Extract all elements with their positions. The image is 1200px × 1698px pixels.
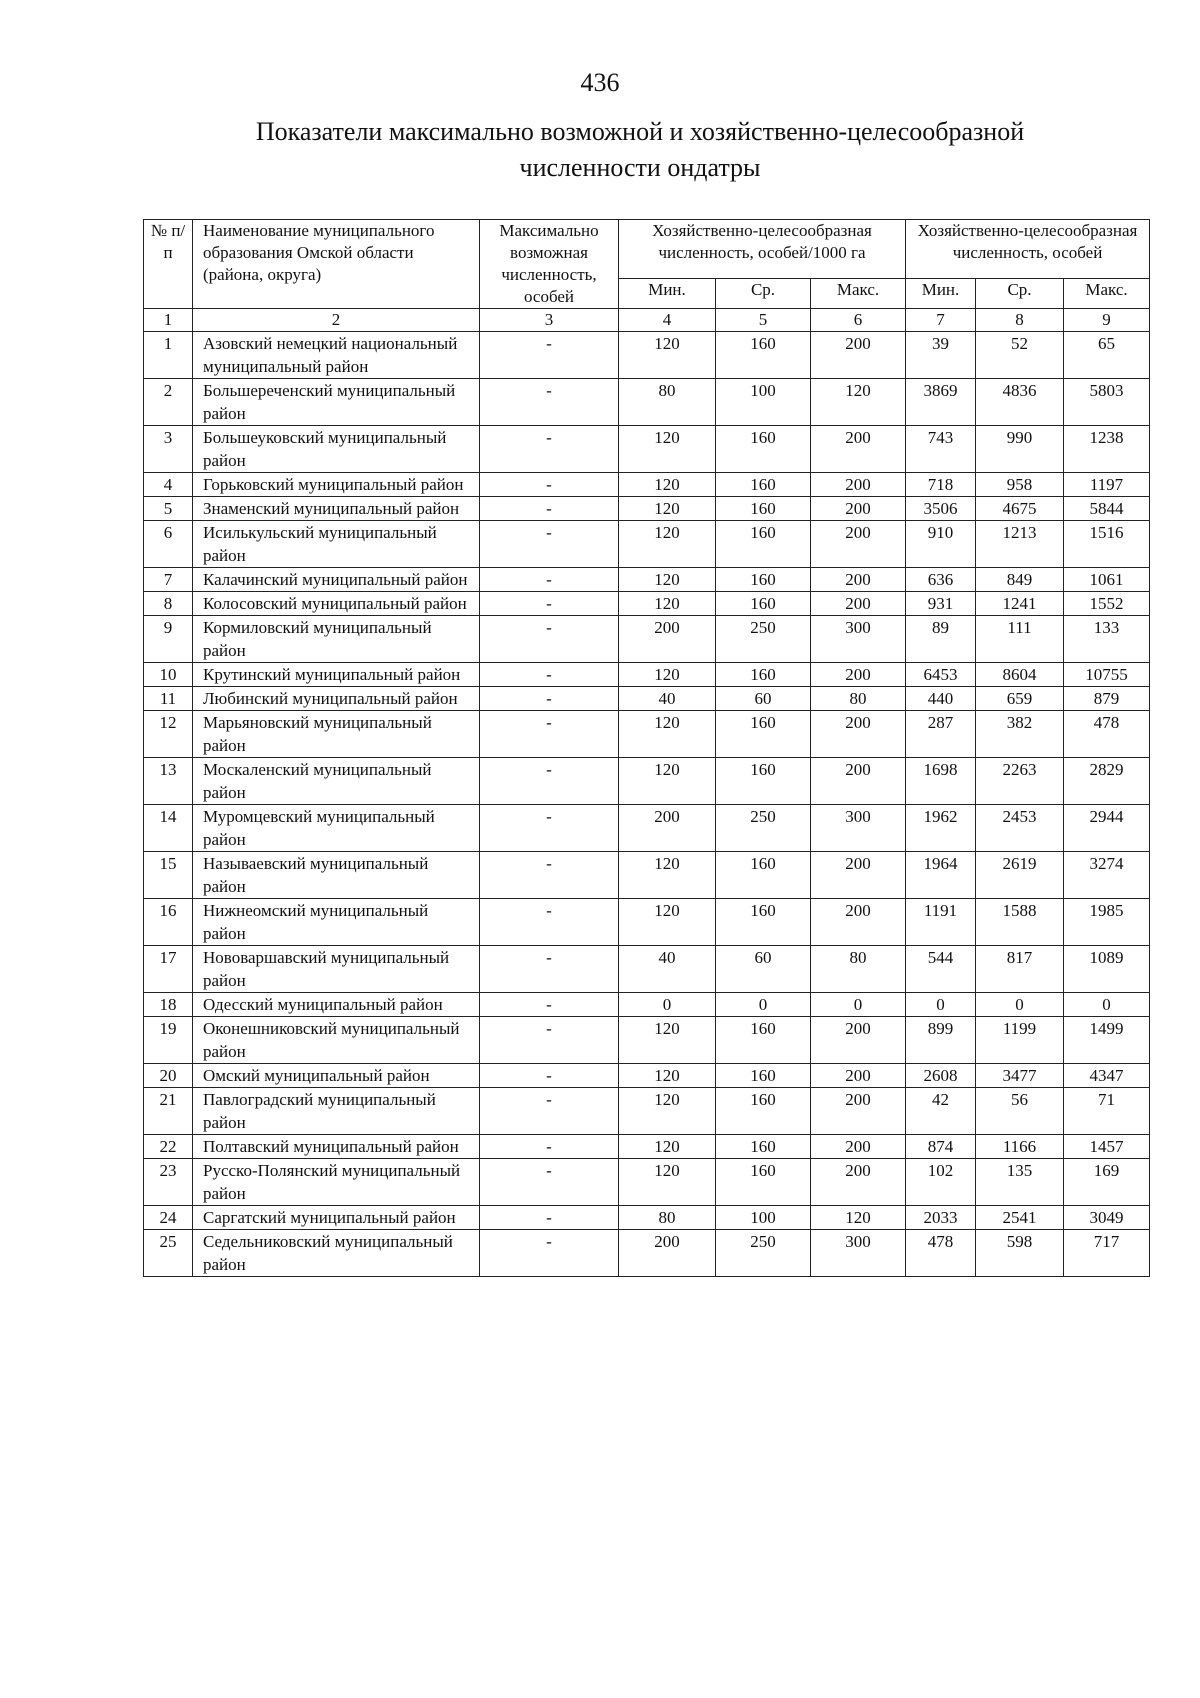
count-min-cell: 2608 — [906, 1064, 976, 1088]
district-name: Павлоградский муниципальный район — [193, 1088, 480, 1135]
table-row — [144, 1230, 1150, 1277]
count-max-cell: 1985 — [1064, 899, 1150, 946]
count-min-cell: 1964 — [906, 852, 976, 899]
column-number: 3 — [480, 309, 619, 332]
table-row — [144, 663, 1150, 687]
column-number: 7 — [906, 309, 976, 332]
count-max-cell: 133 — [1064, 616, 1150, 663]
row-number: 4 — [144, 473, 193, 497]
max-possible-cell: - — [480, 379, 619, 426]
density-max-cell: 200 — [811, 592, 906, 616]
district-name: Большереченский муниципальный район — [193, 379, 480, 426]
max-possible-cell: - — [480, 711, 619, 758]
density-avg-cell: 160 — [716, 592, 811, 616]
muskrat-population-table — [143, 219, 1150, 1277]
header-count-avg: Ср. — [976, 278, 1064, 308]
row-number: 21 — [144, 1088, 193, 1135]
count-avg-cell: 1588 — [976, 899, 1064, 946]
count-avg-cell: 1199 — [976, 1017, 1064, 1064]
table-row — [144, 1088, 1150, 1135]
district-name: Омский муниципальный район — [193, 1064, 480, 1088]
max-possible-cell: - — [480, 663, 619, 687]
count-avg-cell: 0 — [976, 993, 1064, 1017]
count-min-cell: 1191 — [906, 899, 976, 946]
row-number: 25 — [144, 1230, 193, 1277]
count-avg-cell: 135 — [976, 1159, 1064, 1206]
count-avg-cell: 990 — [976, 426, 1064, 473]
table-row — [144, 711, 1150, 758]
header-density-min: Мин. — [619, 278, 716, 308]
density-min-cell: 120 — [619, 663, 716, 687]
density-avg-cell: 100 — [716, 1206, 811, 1230]
density-max-cell: 300 — [811, 1230, 906, 1277]
density-min-cell: 120 — [619, 1064, 716, 1088]
count-min-cell: 102 — [906, 1159, 976, 1206]
district-name: Саргатский муниципальный район — [193, 1206, 480, 1230]
district-name: Кормиловский муниципальный район — [193, 616, 480, 663]
row-number: 16 — [144, 899, 193, 946]
count-max-cell: 169 — [1064, 1159, 1150, 1206]
count-min-cell: 287 — [906, 711, 976, 758]
count-min-cell: 42 — [906, 1088, 976, 1135]
district-name: Москаленский муниципальный район — [193, 758, 480, 805]
count-min-cell: 1962 — [906, 805, 976, 852]
table-row — [144, 568, 1150, 592]
density-max-cell: 200 — [811, 497, 906, 521]
density-min-cell: 120 — [619, 711, 716, 758]
table-row — [144, 1064, 1150, 1088]
count-avg-cell: 2541 — [976, 1206, 1064, 1230]
district-name: Большеуковский муниципальный район — [193, 426, 480, 473]
column-number: 9 — [1064, 309, 1150, 332]
table-row — [144, 521, 1150, 568]
density-min-cell: 40 — [619, 687, 716, 711]
max-possible-cell: - — [480, 568, 619, 592]
district-name: Марьяновский муниципальный район — [193, 711, 480, 758]
table-row — [144, 687, 1150, 711]
density-min-cell: 120 — [619, 473, 716, 497]
table-row — [144, 899, 1150, 946]
district-name: Исилькульский муниципальный район — [193, 521, 480, 568]
count-min-cell: 89 — [906, 616, 976, 663]
density-min-cell: 120 — [619, 1159, 716, 1206]
district-name: Русско-Полянский муниципальный район — [193, 1159, 480, 1206]
table-row — [144, 1135, 1150, 1159]
density-avg-cell: 250 — [716, 805, 811, 852]
density-avg-cell: 250 — [716, 1230, 811, 1277]
count-avg-cell: 1213 — [976, 521, 1064, 568]
table-row — [144, 1206, 1150, 1230]
max-possible-cell: - — [480, 1135, 619, 1159]
count-max-cell: 10755 — [1064, 663, 1150, 687]
max-possible-cell: - — [480, 497, 619, 521]
row-number: 1 — [144, 332, 193, 379]
count-avg-cell: 3477 — [976, 1064, 1064, 1088]
count-max-cell: 3049 — [1064, 1206, 1150, 1230]
title-line-1: Показатели максимально возможной и хозяйственно-целесообразной — [255, 117, 1025, 146]
column-number: 8 — [976, 309, 1064, 332]
title-line-2: численности ондатры — [519, 153, 761, 182]
count-avg-cell: 4675 — [976, 497, 1064, 521]
table-row — [144, 497, 1150, 521]
row-number: 18 — [144, 993, 193, 1017]
row-number: 6 — [144, 521, 193, 568]
density-min-cell: 120 — [619, 332, 716, 379]
count-min-cell: 874 — [906, 1135, 976, 1159]
density-avg-cell: 60 — [716, 687, 811, 711]
max-possible-cell: - — [480, 687, 619, 711]
row-number: 14 — [144, 805, 193, 852]
density-avg-cell: 160 — [716, 663, 811, 687]
row-number: 17 — [144, 946, 193, 993]
max-possible-cell: - — [480, 946, 619, 993]
count-max-cell: 0 — [1064, 993, 1150, 1017]
max-possible-cell: - — [480, 805, 619, 852]
count-min-cell: 743 — [906, 426, 976, 473]
count-max-cell: 1516 — [1064, 521, 1150, 568]
max-possible-cell: - — [480, 852, 619, 899]
count-avg-cell: 8604 — [976, 663, 1064, 687]
table-row — [144, 592, 1150, 616]
max-possible-cell: - — [480, 1064, 619, 1088]
header-max-possible: Максимально возможная численность, особей — [480, 220, 619, 309]
header-name: Наименование муниципального образования Омской области (района, округа) — [193, 220, 480, 309]
max-possible-cell: - — [480, 1206, 619, 1230]
count-min-cell: 636 — [906, 568, 976, 592]
density-max-cell: 200 — [811, 711, 906, 758]
header-no: № п/п — [144, 220, 193, 309]
row-number: 19 — [144, 1017, 193, 1064]
district-name: Колосовский муниципальный район — [193, 592, 480, 616]
max-possible-cell: - — [480, 426, 619, 473]
density-avg-cell: 160 — [716, 899, 811, 946]
density-min-cell: 120 — [619, 1088, 716, 1135]
column-number: 2 — [193, 309, 480, 332]
table-row — [144, 1159, 1150, 1206]
count-max-cell: 4347 — [1064, 1064, 1150, 1088]
density-avg-cell: 160 — [716, 1017, 811, 1064]
header-count-group: Хозяйственно-целесообразная численность, особей — [906, 220, 1150, 279]
table-row — [144, 616, 1150, 663]
table-row — [144, 473, 1150, 497]
density-min-cell: 80 — [619, 379, 716, 426]
count-min-cell: 3869 — [906, 379, 976, 426]
density-avg-cell: 250 — [716, 616, 811, 663]
row-number: 22 — [144, 1135, 193, 1159]
density-max-cell: 200 — [811, 426, 906, 473]
column-number: 6 — [811, 309, 906, 332]
density-avg-cell: 160 — [716, 426, 811, 473]
count-max-cell: 1197 — [1064, 473, 1150, 497]
density-min-cell: 80 — [619, 1206, 716, 1230]
table-row — [144, 426, 1150, 473]
table-row — [144, 805, 1150, 852]
density-avg-cell: 160 — [716, 1088, 811, 1135]
count-min-cell: 1698 — [906, 758, 976, 805]
count-max-cell: 2944 — [1064, 805, 1150, 852]
density-max-cell: 200 — [811, 1135, 906, 1159]
count-min-cell: 39 — [906, 332, 976, 379]
count-min-cell: 931 — [906, 592, 976, 616]
max-possible-cell: - — [480, 473, 619, 497]
max-possible-cell: - — [480, 616, 619, 663]
count-max-cell: 2829 — [1064, 758, 1150, 805]
count-avg-cell: 817 — [976, 946, 1064, 993]
row-number: 8 — [144, 592, 193, 616]
column-number: 1 — [144, 309, 193, 332]
row-number: 13 — [144, 758, 193, 805]
header-density-max: Макс. — [811, 278, 906, 308]
count-max-cell: 1499 — [1064, 1017, 1150, 1064]
density-avg-cell: 160 — [716, 332, 811, 379]
density-min-cell: 40 — [619, 946, 716, 993]
density-avg-cell: 160 — [716, 497, 811, 521]
density-avg-cell: 160 — [716, 758, 811, 805]
max-possible-cell: - — [480, 758, 619, 805]
district-name: Оконешниковский муниципальный район — [193, 1017, 480, 1064]
density-min-cell: 120 — [619, 497, 716, 521]
count-max-cell: 1552 — [1064, 592, 1150, 616]
count-avg-cell: 4836 — [976, 379, 1064, 426]
row-number: 12 — [144, 711, 193, 758]
max-possible-cell: - — [480, 1230, 619, 1277]
count-avg-cell: 2453 — [976, 805, 1064, 852]
district-name: Знаменский муниципальный район — [193, 497, 480, 521]
row-number: 7 — [144, 568, 193, 592]
count-max-cell: 478 — [1064, 711, 1150, 758]
district-name: Крутинский муниципальный район — [193, 663, 480, 687]
max-possible-cell: - — [480, 899, 619, 946]
density-max-cell: 200 — [811, 758, 906, 805]
count-min-cell: 2033 — [906, 1206, 976, 1230]
count-min-cell: 544 — [906, 946, 976, 993]
density-max-cell: 200 — [811, 899, 906, 946]
density-max-cell: 200 — [811, 473, 906, 497]
density-max-cell: 200 — [811, 1017, 906, 1064]
row-number: 23 — [144, 1159, 193, 1206]
density-min-cell: 120 — [619, 592, 716, 616]
row-number: 11 — [144, 687, 193, 711]
density-avg-cell: 160 — [716, 521, 811, 568]
table-body — [144, 309, 1150, 1277]
count-max-cell: 879 — [1064, 687, 1150, 711]
count-min-cell: 6453 — [906, 663, 976, 687]
district-name: Муромцевский муниципальный район — [193, 805, 480, 852]
density-max-cell: 120 — [811, 1206, 906, 1230]
count-min-cell: 478 — [906, 1230, 976, 1277]
count-avg-cell: 958 — [976, 473, 1064, 497]
max-possible-cell: - — [480, 521, 619, 568]
count-max-cell: 1238 — [1064, 426, 1150, 473]
max-possible-cell: - — [480, 1159, 619, 1206]
column-number-row — [144, 309, 1150, 332]
district-name: Азовский немецкий национальный муниципальный район — [193, 332, 480, 379]
density-min-cell: 0 — [619, 993, 716, 1017]
density-avg-cell: 160 — [716, 1064, 811, 1088]
density-max-cell: 200 — [811, 332, 906, 379]
count-avg-cell: 2263 — [976, 758, 1064, 805]
density-avg-cell: 160 — [716, 1159, 811, 1206]
density-max-cell: 200 — [811, 1088, 906, 1135]
district-name: Горьковский муниципальный район — [193, 473, 480, 497]
district-name: Калачинский муниципальный район — [193, 568, 480, 592]
district-name: Полтавский муниципальный район — [193, 1135, 480, 1159]
header-count-min: Мин. — [906, 278, 976, 308]
density-max-cell: 200 — [811, 521, 906, 568]
density-max-cell: 200 — [811, 1064, 906, 1088]
district-name: Одесский муниципальный район — [193, 993, 480, 1017]
density-min-cell: 120 — [619, 521, 716, 568]
density-min-cell: 120 — [619, 1017, 716, 1064]
count-avg-cell: 1241 — [976, 592, 1064, 616]
count-max-cell: 71 — [1064, 1088, 1150, 1135]
column-number: 5 — [716, 309, 811, 332]
page-number: 436 — [580, 68, 620, 97]
density-max-cell: 200 — [811, 568, 906, 592]
count-min-cell: 0 — [906, 993, 976, 1017]
density-avg-cell: 160 — [716, 852, 811, 899]
district-name: Любинский муниципальный район — [193, 687, 480, 711]
row-number: 15 — [144, 852, 193, 899]
table-row — [144, 1017, 1150, 1064]
density-min-cell: 200 — [619, 616, 716, 663]
density-min-cell: 200 — [619, 1230, 716, 1277]
district-name: Называевский муниципальный район — [193, 852, 480, 899]
density-max-cell: 120 — [811, 379, 906, 426]
max-possible-cell: - — [480, 592, 619, 616]
density-avg-cell: 100 — [716, 379, 811, 426]
density-min-cell: 120 — [619, 568, 716, 592]
header-density-avg: Ср. — [716, 278, 811, 308]
density-avg-cell: 160 — [716, 1135, 811, 1159]
density-min-cell: 120 — [619, 426, 716, 473]
row-number: 20 — [144, 1064, 193, 1088]
density-min-cell: 120 — [619, 852, 716, 899]
density-max-cell: 200 — [811, 663, 906, 687]
table-row — [144, 758, 1150, 805]
row-number: 5 — [144, 497, 193, 521]
header-count-max: Макс. — [1064, 278, 1150, 308]
column-number: 4 — [619, 309, 716, 332]
header-density-group: Хозяйственно-целесообразная численность, особей/1000 га — [619, 220, 906, 279]
count-avg-cell: 52 — [976, 332, 1064, 379]
count-min-cell: 440 — [906, 687, 976, 711]
table-header — [144, 220, 1150, 309]
count-max-cell: 3274 — [1064, 852, 1150, 899]
count-avg-cell: 56 — [976, 1088, 1064, 1135]
count-avg-cell: 659 — [976, 687, 1064, 711]
count-max-cell: 717 — [1064, 1230, 1150, 1277]
max-possible-cell: - — [480, 332, 619, 379]
density-max-cell: 200 — [811, 1159, 906, 1206]
density-min-cell: 120 — [619, 1135, 716, 1159]
count-max-cell: 65 — [1064, 332, 1150, 379]
count-avg-cell: 111 — [976, 616, 1064, 663]
count-min-cell: 718 — [906, 473, 976, 497]
table-row — [144, 332, 1150, 379]
row-number: 24 — [144, 1206, 193, 1230]
district-name: Седельниковский муниципальный район — [193, 1230, 480, 1277]
count-min-cell: 899 — [906, 1017, 976, 1064]
district-name: Нижнеомский муниципальный район — [193, 899, 480, 946]
max-possible-cell: - — [480, 1088, 619, 1135]
density-max-cell: 300 — [811, 805, 906, 852]
density-avg-cell: 0 — [716, 993, 811, 1017]
count-max-cell: 5803 — [1064, 379, 1150, 426]
density-max-cell: 0 — [811, 993, 906, 1017]
count-max-cell: 1457 — [1064, 1135, 1150, 1159]
row-number: 9 — [144, 616, 193, 663]
document-title — [140, 114, 1140, 186]
row-number: 10 — [144, 663, 193, 687]
count-max-cell: 5844 — [1064, 497, 1150, 521]
count-avg-cell: 1166 — [976, 1135, 1064, 1159]
district-name: Нововаршавский муниципальный район — [193, 946, 480, 993]
density-avg-cell: 160 — [716, 568, 811, 592]
density-min-cell: 120 — [619, 899, 716, 946]
max-possible-cell: - — [480, 1017, 619, 1064]
row-number: 3 — [144, 426, 193, 473]
table-row — [144, 852, 1150, 899]
density-avg-cell: 60 — [716, 946, 811, 993]
density-max-cell: 200 — [811, 852, 906, 899]
table-row — [144, 946, 1150, 993]
count-max-cell: 1089 — [1064, 946, 1150, 993]
density-max-cell: 80 — [811, 946, 906, 993]
count-avg-cell: 2619 — [976, 852, 1064, 899]
count-avg-cell: 849 — [976, 568, 1064, 592]
count-min-cell: 3506 — [906, 497, 976, 521]
row-number: 2 — [144, 379, 193, 426]
density-max-cell: 80 — [811, 687, 906, 711]
count-avg-cell: 382 — [976, 711, 1064, 758]
table-row — [144, 379, 1150, 426]
density-avg-cell: 160 — [716, 711, 811, 758]
max-possible-cell: - — [480, 993, 619, 1017]
table-row — [144, 993, 1150, 1017]
count-max-cell: 1061 — [1064, 568, 1150, 592]
density-min-cell: 120 — [619, 758, 716, 805]
count-min-cell: 910 — [906, 521, 976, 568]
count-avg-cell: 598 — [976, 1230, 1064, 1277]
density-avg-cell: 160 — [716, 473, 811, 497]
density-min-cell: 200 — [619, 805, 716, 852]
density-max-cell: 300 — [811, 616, 906, 663]
